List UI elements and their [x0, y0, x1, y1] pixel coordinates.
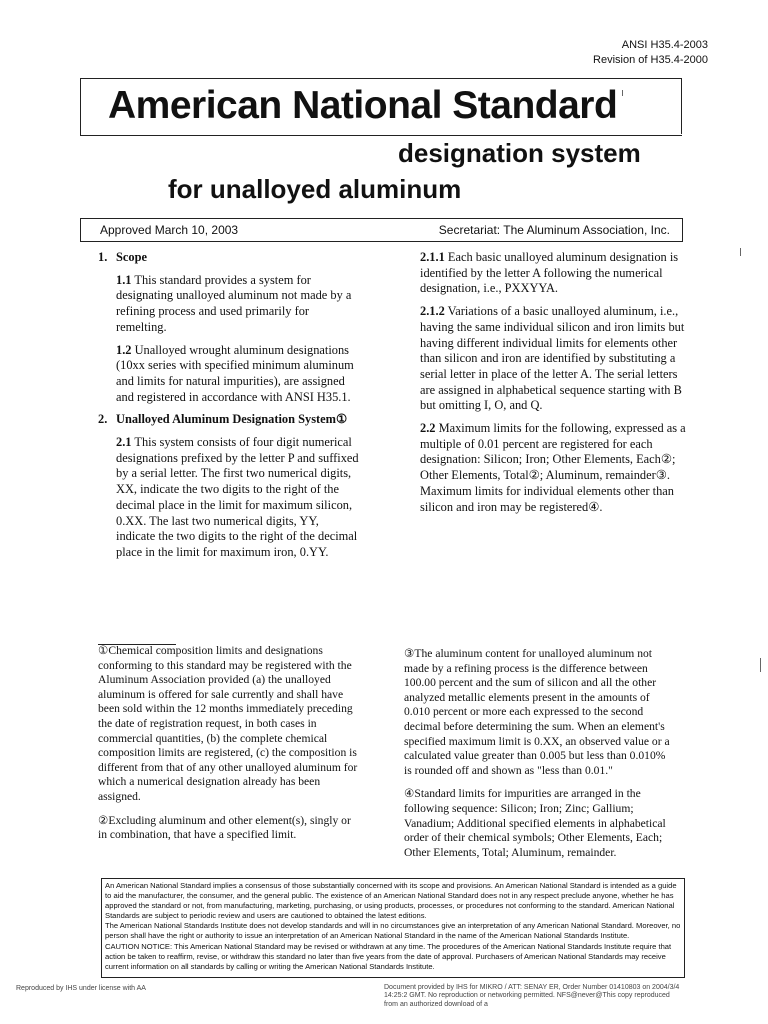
left-column	[98, 250, 360, 568]
footnote-4: ④Standard limits for impurities are arranged in the following sequence: Silicon; Iron; Zinc; Gallium; Vanadium; Additional specified elements in alphabetical order of their chemical symbols; Other Elements, Each; Other Elements, Total; Aluminum, remainder.	[404, 787, 666, 859]
paragraph-number: 2.1.2	[420, 304, 445, 319]
scan-mark	[740, 248, 741, 256]
title-frame-right-rule	[681, 78, 682, 134]
document-id-block	[593, 38, 708, 68]
scan-mark	[622, 90, 623, 96]
ansi-notice-box	[101, 878, 685, 978]
section-2-heading	[98, 412, 360, 428]
section-number: 2.	[98, 412, 108, 427]
paragraph-1-1	[98, 273, 360, 336]
document-title: American National Standard	[108, 84, 618, 127]
section-title: Scope	[116, 250, 147, 264]
paragraph-2-1-2	[420, 304, 688, 414]
ansi-number: ANSI H35.4-2003	[621, 39, 708, 51]
section-1-heading	[98, 250, 360, 266]
subtitle-line-1: designation system	[398, 138, 641, 168]
revision-note: Revision of H35.4-2000	[593, 54, 708, 66]
paragraph-2-1-1	[420, 250, 688, 297]
section-title: Unalloyed Aluminum Designation System①	[116, 412, 348, 427]
paragraph-2-2	[420, 421, 688, 515]
paragraph-number: 2.1.1	[420, 250, 445, 264]
footnote-2: ②Excluding aluminum and other element(s), singly or in combination, that have a specified limit.	[98, 813, 351, 842]
secretariat: Secretariat: The Aluminum Association, Inc.	[438, 223, 670, 237]
right-column	[420, 250, 688, 522]
paragraph-text: Variations of a basic unalloyed aluminum, i.e., having the same individual silicon and iron limits but having different individual limits for elements other than silicon and iron are identified by substituting a serial letter in place of the letter A. The serial letters are assigned in alphabetical sequence starting with B but omitting I, O, and Q.	[420, 304, 685, 413]
notice-caution: CAUTION NOTICE: This American National Standard may be revised or withdrawn at any time. The procedures of the American National Standards Institute require that action be taken to reaffirm, revise, or withdraw this standard no later than five years from the date of approval. Purchasers of American National Standards may receive current information on all standards by calling or writing the American National Standards Institute.	[105, 941, 672, 971]
paragraph-text: Each basic unalloyed aluminum designation is identified by the letter A following the numerical designation, i.e., PXXYYA.	[420, 250, 679, 296]
paragraph-1-2	[98, 343, 360, 406]
paragraph-number: 2.2	[420, 421, 436, 436]
download-notice: Document provided by IHS for MIKRO / ATT: SENAY ER, Order Number 01410803 on 2004/3/4 14:25:2 GMT. No reproduction or networking permitted. NFS@never@This copy reproduced from an authorized download of a	[384, 984, 680, 1008]
paragraph-number: 1.1	[116, 272, 132, 287]
paragraph-number: 1.2	[116, 342, 132, 357]
footnotes-right	[404, 647, 672, 869]
notice-consensus: An American National Standard implies a consensus of those substantially concerned with its scope and provisions. An American National Standard is intended as a guide to aid the manufacturer, the consumer, and the general public. The existence of an American National Standard does not in any respect preclude anyone, whether he has approved the standard or not, from manufacturing, marketing, purchasing, or using products, processes, or procedures not conforming to the standard. American National Standards are subject to periodic review and users are cautioned to obtained the latest editions.	[105, 881, 677, 921]
reproduction-notice: Reproduced by IHS under license with AA	[16, 985, 146, 992]
scan-mark	[760, 658, 761, 672]
footnotes-left	[98, 644, 360, 852]
footnote-1: ①Chemical composition limits and designations conforming to this standard may be registered with the Aluminum Association provided (a) the unalloyed aluminum is offered for sale currently and shall have been sold within the 12 months immediately preceding the date of registration request, in both cases in commercial quantities, (b) the complete chemical composition limits are registered, (c) the composition is different from that of any other unalloyed aluminum for which a numerical designation already has been assigned.	[98, 644, 358, 803]
paragraph-text: Unalloyed wrought aluminum designations (10xx series with specified minimum aluminum and limits for natural impurities), are assigned and registered in accordance with ANSI H35.1.	[116, 342, 354, 404]
paragraph-text: This standard provides a system for designating unalloyed aluminum not made by a refining process and used primarily for remelting.	[116, 272, 352, 334]
footnote-3: ③The aluminum content for unalloyed aluminum not made by a refining process is the difference between 100.00 percent and the sum of silicon and all the other analyzed metallic elements present in the amounts of 0.010 percent or more each expressed to the second decimal before determining the sum. When an element's specified maximum limit is 0.XX, an observed value or a calculated value greater than 0.005 but less than 0.010% is rounded off and shown as "less than 0.01."	[404, 647, 670, 777]
subtitle-line-2: for unalloyed aluminum	[168, 174, 462, 204]
paragraph-2-1	[98, 435, 360, 561]
paragraph-text: This system consists of four digit numerical designations prefixed by the letter P and suffixed by a serial letter. The first two numerical digits, XX, indicate the two digits to the right of the decimal place in the limit for maximum silicon, 0.XX. The last two numerical digits, YY, indicate the two digits to the right of the decimal place in the limit for maximum iron, 0.YY.	[116, 435, 359, 559]
notice-interpretation: The American National Standards Institute does not develop standards and will in no circumstances give an interpretation of any American National Standard. Moreover, no person shall have the right or authority to issue an interpretation of an American National Standard in the name of the American National Standards Institute.	[105, 921, 681, 941]
paragraph-number: 2.1	[116, 435, 132, 450]
section-number: 1.	[98, 250, 108, 264]
approval-date: Approved March 10, 2003	[100, 223, 239, 237]
paragraph-text: Maximum limits for the following, expressed as a multiple of 0.01 percent are registered for each designation: Silicon; Iron; Other Elements, Each②; Other Elements, Total②; Aluminum, remainder③. Maximum limits for individual elements other than silicon and iron may be registered④.	[420, 421, 686, 514]
